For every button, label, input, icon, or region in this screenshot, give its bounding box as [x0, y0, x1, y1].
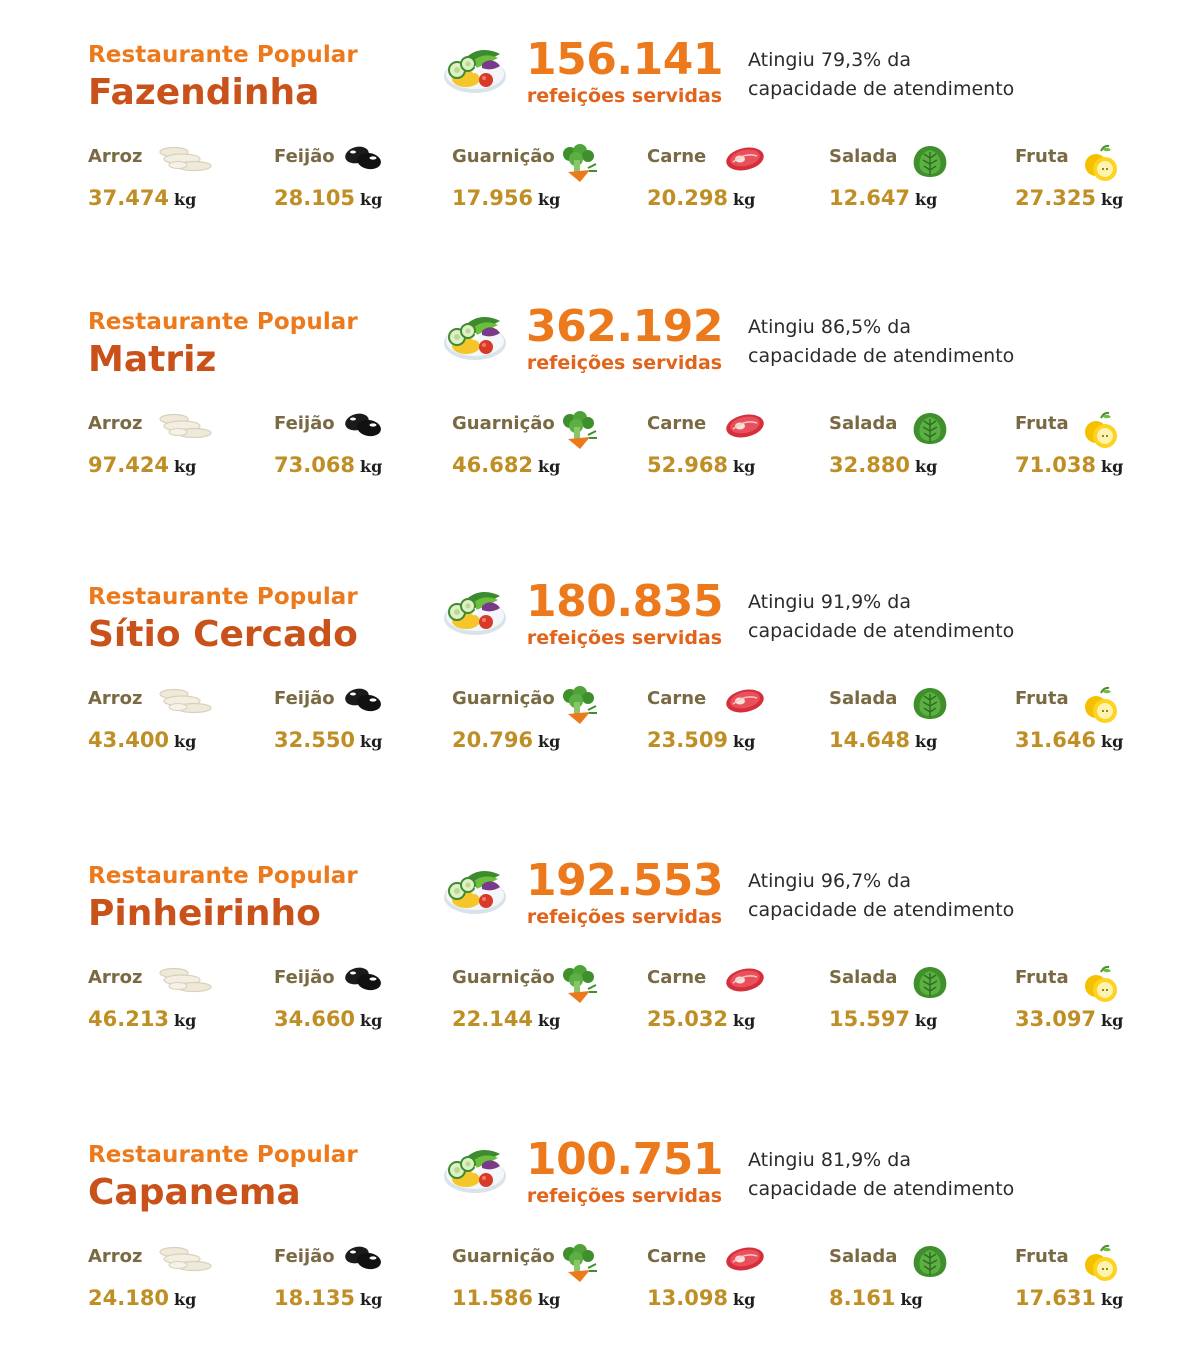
food-label: Arroz	[88, 413, 143, 434]
food-label: Feijão	[274, 413, 335, 434]
restaurant-prefix: Restaurante Popular	[88, 1142, 358, 1168]
restaurant-name: Capanema	[88, 1172, 301, 1213]
broccoli-carrot-icon	[558, 144, 598, 186]
restaurant-section-2	[0, 301, 1200, 509]
rice-icon	[156, 965, 214, 997]
food-quantity: 20.796	[452, 728, 534, 752]
salad-plate-icon	[442, 1146, 508, 1196]
food-value	[647, 1286, 755, 1310]
broccoli-carrot-icon	[558, 686, 598, 728]
food-label: Feijão	[274, 1246, 335, 1267]
lettuce-icon	[911, 965, 949, 1003]
capacity-line-2: capacidade de atendimento	[748, 345, 1015, 367]
food-quantity: 73.068	[274, 453, 356, 477]
food-unit: kg	[1101, 732, 1124, 751]
apple-icon	[1082, 411, 1120, 455]
steak-icon	[725, 965, 765, 997]
food-quantity: 28.105	[274, 186, 356, 210]
broccoli-carrot-icon	[558, 1244, 598, 1286]
steak-icon	[725, 144, 765, 176]
food-item-feijao	[274, 686, 444, 766]
apple-icon	[1082, 1244, 1120, 1288]
food-value	[274, 186, 382, 210]
food-label: Salada	[829, 413, 898, 434]
restaurant-section-3	[0, 576, 1200, 784]
food-label: Carne	[647, 688, 707, 709]
food-quantity: 52.968	[647, 453, 729, 477]
food-unit: kg	[1101, 190, 1124, 209]
food-unit: kg	[174, 190, 197, 209]
meals-count: 180.835	[526, 576, 723, 627]
steak-icon	[725, 1244, 765, 1276]
restaurant-prefix: Restaurante Popular	[88, 309, 358, 335]
food-unit: kg	[174, 457, 197, 476]
food-value	[647, 728, 755, 752]
food-label: Carne	[647, 413, 707, 434]
food-value	[1015, 1286, 1123, 1310]
capacity-text	[748, 46, 1078, 104]
food-unit: kg	[538, 190, 561, 209]
food-item-guarnicao	[452, 1244, 622, 1324]
meals-count: 192.553	[526, 855, 723, 906]
restaurant-prefix: Restaurante Popular	[88, 584, 358, 610]
steak-icon	[725, 686, 765, 718]
food-value	[88, 453, 196, 477]
food-item-salada	[829, 1244, 999, 1324]
capacity-text	[748, 867, 1078, 925]
capacity-line-1: Atingiu 86,5% da	[748, 316, 911, 338]
food-value	[452, 728, 560, 752]
food-unit: kg	[900, 1290, 923, 1309]
food-label: Feijão	[274, 967, 335, 988]
food-quantity: 23.509	[647, 728, 729, 752]
food-value	[647, 186, 755, 210]
food-value	[1015, 453, 1123, 477]
restaurant-section-1	[0, 34, 1200, 242]
food-item-arroz	[88, 686, 258, 766]
food-unit: kg	[538, 1011, 561, 1030]
food-item-salada	[829, 411, 999, 491]
food-label: Arroz	[88, 146, 143, 167]
food-unit: kg	[915, 190, 938, 209]
food-label: Carne	[647, 967, 707, 988]
food-label: Guarnição	[452, 413, 555, 434]
food-quantity: 18.135	[274, 1286, 356, 1310]
food-quantity: 34.660	[274, 1007, 356, 1031]
food-item-carne	[647, 411, 817, 491]
food-unit: kg	[174, 1290, 197, 1309]
capacity-line-2: capacidade de atendimento	[748, 78, 1015, 100]
food-label: Guarnição	[452, 146, 555, 167]
food-unit: kg	[538, 457, 561, 476]
food-value	[274, 1007, 382, 1031]
capacity-line-2: capacidade de atendimento	[748, 620, 1015, 642]
restaurant-prefix: Restaurante Popular	[88, 42, 358, 68]
food-quantity: 71.038	[1015, 453, 1097, 477]
food-value	[88, 1007, 196, 1031]
food-unit: kg	[538, 1290, 561, 1309]
food-unit: kg	[360, 190, 383, 209]
restaurant-section-5	[0, 1134, 1200, 1342]
food-value	[452, 186, 560, 210]
food-label: Carne	[647, 1246, 707, 1267]
food-item-feijao	[274, 1244, 444, 1324]
capacity-text	[748, 313, 1078, 371]
apple-icon	[1082, 965, 1120, 1009]
food-item-arroz	[88, 144, 258, 224]
food-value	[647, 1007, 755, 1031]
food-item-feijao	[274, 411, 444, 491]
rice-icon	[156, 686, 214, 718]
food-value	[274, 453, 382, 477]
food-unit: kg	[733, 732, 756, 751]
food-item-carne	[647, 965, 817, 1045]
food-item-salada	[829, 144, 999, 224]
food-unit: kg	[915, 1011, 938, 1030]
food-quantity: 8.161	[829, 1286, 896, 1310]
food-item-fruta	[1015, 144, 1185, 224]
food-unit: kg	[360, 732, 383, 751]
black-beans-icon	[344, 686, 384, 718]
restaurant-name: Fazendinha	[88, 72, 320, 113]
food-value	[829, 728, 937, 752]
capacity-line-1: Atingiu 79,3% da	[748, 49, 911, 71]
rice-icon	[156, 1244, 214, 1276]
broccoli-carrot-icon	[558, 411, 598, 453]
food-quantity: 22.144	[452, 1007, 534, 1031]
restaurant-name: Matriz	[88, 339, 217, 380]
food-unit: kg	[733, 1290, 756, 1309]
lettuce-icon	[911, 1244, 949, 1282]
food-value	[829, 1007, 937, 1031]
food-value	[647, 453, 755, 477]
food-label: Feijão	[274, 146, 335, 167]
food-quantity: 43.400	[88, 728, 170, 752]
food-unit: kg	[174, 1011, 197, 1030]
food-quantity: 13.098	[647, 1286, 729, 1310]
food-label: Arroz	[88, 1246, 143, 1267]
food-unit: kg	[360, 1011, 383, 1030]
lettuce-icon	[911, 686, 949, 724]
salad-plate-icon	[442, 313, 508, 363]
lettuce-icon	[911, 411, 949, 449]
capacity-line-1: Atingiu 81,9% da	[748, 1149, 911, 1171]
black-beans-icon	[344, 1244, 384, 1276]
food-quantity: 24.180	[88, 1286, 170, 1310]
food-quantity: 32.550	[274, 728, 356, 752]
capacity-line-2: capacidade de atendimento	[748, 899, 1015, 921]
food-label: Salada	[829, 688, 898, 709]
food-unit: kg	[915, 457, 938, 476]
apple-icon	[1082, 686, 1120, 730]
food-label: Guarnição	[452, 967, 555, 988]
food-quantity: 31.646	[1015, 728, 1097, 752]
food-label: Fruta	[1015, 688, 1069, 709]
food-item-carne	[647, 686, 817, 766]
food-quantity: 46.682	[452, 453, 534, 477]
food-item-fruta	[1015, 1244, 1185, 1324]
meals-label: refeições servidas	[526, 85, 723, 107]
food-label: Fruta	[1015, 967, 1069, 988]
rice-icon	[156, 144, 214, 176]
capacity-text	[748, 1146, 1078, 1204]
food-value	[88, 186, 196, 210]
food-label: Arroz	[88, 688, 143, 709]
salad-plate-icon	[442, 46, 508, 96]
meals-label: refeições servidas	[526, 627, 723, 649]
food-value	[829, 1286, 923, 1310]
food-item-fruta	[1015, 686, 1185, 766]
food-unit: kg	[360, 457, 383, 476]
food-label: Salada	[829, 967, 898, 988]
capacity-line-2: capacidade de atendimento	[748, 1178, 1015, 1200]
food-quantity: 12.647	[829, 186, 911, 210]
restaurant-name: Sítio Cercado	[88, 614, 358, 655]
salad-plate-icon	[442, 867, 508, 917]
food-item-guarnicao	[452, 144, 622, 224]
food-item-guarnicao	[452, 411, 622, 491]
capacity-text	[748, 588, 1078, 646]
food-label: Salada	[829, 146, 898, 167]
food-item-salada	[829, 965, 999, 1045]
food-label: Fruta	[1015, 1246, 1069, 1267]
food-value	[1015, 1007, 1123, 1031]
food-label: Guarnição	[452, 688, 555, 709]
food-item-carne	[647, 1244, 817, 1324]
food-label: Guarnição	[452, 1246, 555, 1267]
food-value	[452, 1286, 560, 1310]
restaurant-prefix: Restaurante Popular	[88, 863, 358, 889]
food-unit: kg	[174, 732, 197, 751]
food-unit: kg	[360, 1290, 383, 1309]
food-item-arroz	[88, 411, 258, 491]
broccoli-carrot-icon	[558, 965, 598, 1007]
food-value	[1015, 186, 1123, 210]
meals-label: refeições servidas	[526, 906, 723, 928]
food-item-feijao	[274, 965, 444, 1045]
black-beans-icon	[344, 965, 384, 997]
food-value	[829, 186, 937, 210]
food-label: Feijão	[274, 688, 335, 709]
food-label: Salada	[829, 1246, 898, 1267]
food-value	[829, 453, 937, 477]
food-item-fruta	[1015, 965, 1185, 1045]
meals-count: 362.192	[526, 301, 723, 352]
food-item-salada	[829, 686, 999, 766]
lettuce-icon	[911, 144, 949, 182]
meals-count: 100.751	[526, 1134, 723, 1185]
food-item-arroz	[88, 965, 258, 1045]
food-label: Arroz	[88, 967, 143, 988]
food-value	[452, 453, 560, 477]
food-quantity: 33.097	[1015, 1007, 1097, 1031]
food-quantity: 20.298	[647, 186, 729, 210]
capacity-line-1: Atingiu 91,9% da	[748, 591, 911, 613]
food-unit: kg	[1101, 457, 1124, 476]
food-item-arroz	[88, 1244, 258, 1324]
food-unit: kg	[733, 1011, 756, 1030]
apple-icon	[1082, 144, 1120, 188]
food-value	[1015, 728, 1123, 752]
food-item-feijao	[274, 144, 444, 224]
food-label: Carne	[647, 146, 707, 167]
meals-label: refeições servidas	[526, 352, 723, 374]
food-value	[88, 728, 196, 752]
steak-icon	[725, 411, 765, 443]
food-quantity: 97.424	[88, 453, 170, 477]
food-unit: kg	[1101, 1011, 1124, 1030]
black-beans-icon	[344, 144, 384, 176]
black-beans-icon	[344, 411, 384, 443]
food-value	[88, 1286, 196, 1310]
restaurant-name: Pinheirinho	[88, 893, 321, 934]
food-unit: kg	[733, 457, 756, 476]
food-unit: kg	[1101, 1290, 1124, 1309]
food-unit: kg	[733, 190, 756, 209]
food-item-guarnicao	[452, 686, 622, 766]
food-quantity: 37.474	[88, 186, 170, 210]
food-quantity: 17.631	[1015, 1286, 1097, 1310]
rice-icon	[156, 411, 214, 443]
food-label: Fruta	[1015, 413, 1069, 434]
food-item-fruta	[1015, 411, 1185, 491]
food-label: Fruta	[1015, 146, 1069, 167]
food-quantity: 15.597	[829, 1007, 911, 1031]
restaurant-section-4	[0, 855, 1200, 1063]
meals-count: 156.141	[526, 34, 723, 85]
food-value	[452, 1007, 560, 1031]
food-quantity: 14.648	[829, 728, 911, 752]
food-quantity: 11.586	[452, 1286, 534, 1310]
food-item-carne	[647, 144, 817, 224]
food-item-guarnicao	[452, 965, 622, 1045]
food-quantity: 32.880	[829, 453, 911, 477]
food-quantity: 25.032	[647, 1007, 729, 1031]
food-value	[274, 1286, 382, 1310]
salad-plate-icon	[442, 588, 508, 638]
food-quantity: 46.213	[88, 1007, 170, 1031]
food-value	[274, 728, 382, 752]
food-unit: kg	[915, 732, 938, 751]
capacity-line-1: Atingiu 96,7% da	[748, 870, 911, 892]
meals-label: refeições servidas	[526, 1185, 723, 1207]
food-quantity: 17.956	[452, 186, 534, 210]
food-unit: kg	[538, 732, 561, 751]
food-quantity: 27.325	[1015, 186, 1097, 210]
